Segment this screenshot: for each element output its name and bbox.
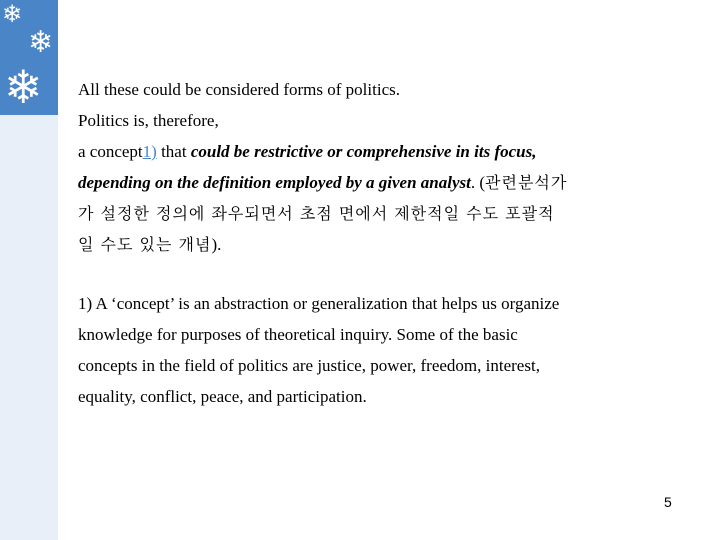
sidebar-top-block [0,0,58,115]
body-line [78,136,678,167]
snowflake-icon: ❄ [4,60,43,114]
korean-line: 가 설정한 정의에 좌우되면서 초점 면에서 제한적일 수도 포괄적 [78,204,555,223]
footnote-reference-link[interactable]: 1) [142,142,157,161]
footnote-line: knowledge for purposes of theoretical inquiry. Some of the basic [78,325,518,344]
footnote-block [78,288,678,412]
emphasis-text: could be restrictive or comprehensive in its focus, [190,142,537,161]
slide-body [78,74,678,412]
footnote-line: 1) A ‘concept’ is an abstraction or generalization that helps us organize [78,294,560,313]
text-span: ). [211,235,222,254]
korean-text: 일 수도 있는 개념 [78,235,212,254]
footnote-line: equality, conflict, peace, and participation. [78,387,367,406]
snowflake-icon: ❄ [2,0,23,28]
text-span: a concept [78,142,143,161]
korean-text: 관련분석가 [485,173,568,192]
body-line [78,167,678,198]
body-line [78,229,678,260]
snowflake-icon: ❄ [28,25,54,60]
text-span: . ( [470,173,486,192]
body-line: All these could be considered forms of politics. [78,80,400,99]
footnote-line: concepts in the field of politics are justice, power, freedom, interest, [78,356,540,375]
left-sidebar-band [0,0,58,540]
emphasis-text: depending on the definition employed by a given analyst [78,173,471,192]
page-number: 5 [664,494,672,510]
body-line: Politics is, therefore, [78,111,219,130]
text-span: that [156,142,191,161]
